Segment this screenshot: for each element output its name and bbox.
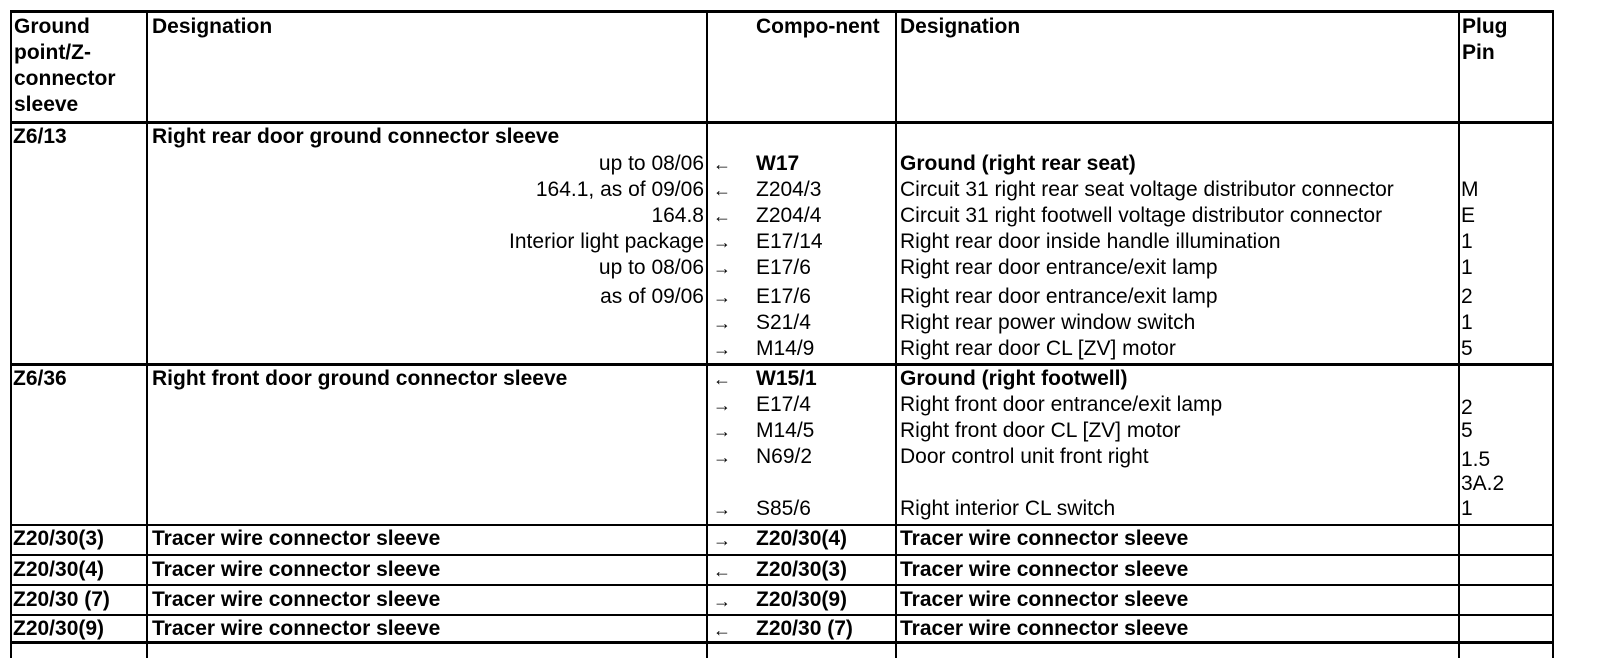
row-pin: 1 [1461,311,1473,334]
arrow-right-icon: → [713,499,731,519]
row-designation: Tracer wire connector sleeve [900,558,1189,581]
row-divider-z20-30-7 [10,584,1554,586]
row-pin: 1.5 [1461,448,1491,471]
row-designation: Circuit 31 right footwell voltage distributor connector [900,204,1383,227]
group-designation: Right front door ground connector sleeve [152,367,568,390]
arrow-left-icon: ← [713,180,731,200]
header-designation-left: Designation [152,15,273,38]
group-id: Z20/30(9) [13,617,105,640]
header-ground-point: Ground point/Z-connector sleeve [14,15,116,116]
row-designation: Right front door CL [ZV] motor [900,419,1181,442]
row-designation: Right rear power window switch [900,311,1196,334]
arrow-right-icon: → [713,447,731,467]
row-designation: Door control unit front right [900,445,1149,468]
row-pin: 2 [1461,396,1473,419]
row-designation: Tracer wire connector sleeve [900,588,1189,611]
row-component: E17/14 [756,230,823,253]
row-component: E17/6 [756,285,811,308]
row-pin: M [1461,178,1479,201]
row-component: M14/5 [756,419,815,442]
group-id: Z6/36 [13,367,67,390]
group-id: Z20/30(4) [13,558,105,581]
group-id: Z20/30 (7) [13,588,110,611]
row-component: W15/1 [756,367,817,390]
group-designation: Tracer wire connector sleeve [152,558,441,581]
row-designation: Right rear door CL [ZV] motor [900,337,1176,360]
row-condition: as of 09/06 [600,285,704,308]
row-designation: Tracer wire connector sleeve [900,617,1189,640]
arrow-right-icon: → [713,232,731,252]
group-id: Z6/13 [13,125,67,148]
arrow-left-icon: ← [713,206,731,226]
column-divider-4 [1458,10,1460,658]
row-pin-secondary: 3A.2 [1461,472,1505,495]
row-component: M14/9 [756,337,815,360]
row-designation: Right rear door entrance/exit lamp [900,256,1218,279]
row-pin: 5 [1461,419,1473,442]
row-pin: E [1461,204,1476,227]
arrow-right-icon: → [713,591,731,611]
group-id: Z20/30(3) [13,527,105,550]
row-designation: Right interior CL switch [900,497,1116,520]
row-pin: 1 [1461,256,1473,279]
row-component: S21/4 [756,311,811,334]
row-component: E17/6 [756,256,811,279]
row-designation: Right rear door inside handle illumination [900,230,1281,253]
arrow-left-icon: ← [713,561,731,581]
arrow-right-icon: → [713,339,731,359]
table-border-left [10,10,12,658]
row-designation: Circuit 31 right rear seat voltage distributor connector [900,178,1394,201]
column-divider-3 [895,10,897,658]
row-component: Z20/30(4) [756,527,848,550]
row-component: Z204/4 [756,204,822,227]
arrow-right-icon: → [713,313,731,333]
row-pin: 2 [1461,285,1473,308]
row-component: W17 [756,152,800,175]
row-designation: Tracer wire connector sleeve [900,527,1189,550]
row-designation: Ground (right footwell) [900,367,1128,390]
row-component: N69/2 [756,445,813,468]
arrow-left-icon: ← [713,154,731,174]
row-condition: Interior light package [509,230,704,253]
arrow-right-icon: → [713,421,731,441]
row-component: E17/4 [756,393,811,416]
row-pin: 1 [1461,497,1473,520]
arrow-right-icon: → [713,287,731,307]
row-pin: 1 [1461,230,1473,253]
row-condition: 164.1, as of 09/06 [535,178,704,201]
group-designation: Right rear door ground connector sleeve [152,125,560,148]
row-component: S85/6 [756,497,811,520]
arrow-right-icon: → [713,395,731,415]
ground-connector-table [10,10,1594,658]
header-component: Compo-nent [756,15,880,38]
arrow-left-icon: ← [713,369,731,389]
column-divider-2 [706,10,708,658]
arrow-left-icon: ← [713,620,731,640]
row-component: Z20/30(3) [756,558,848,581]
table-border-top [10,10,1554,13]
row-component: Z20/30 (7) [756,617,853,640]
arrow-right-icon: → [713,258,731,278]
header-plug-pin: Plug Pin [1462,15,1508,64]
group-designation: Tracer wire connector sleeve [152,527,441,550]
row-designation: Right rear door entrance/exit lamp [900,285,1218,308]
arrow-right-icon: → [713,530,731,550]
row-component: Z20/30(9) [756,588,848,611]
row-designation: Right front door entrance/exit lamp [900,393,1223,416]
header-designation-right: Designation [900,15,1021,38]
table-border-right [1552,10,1554,658]
row-divider-z20-30-4 [10,554,1554,556]
row-condition: 164.8 [651,204,704,227]
row-condition: up to 08/06 [598,256,704,279]
row-designation: Ground (right rear seat) [900,152,1136,175]
group-designation: Tracer wire connector sleeve [152,588,441,611]
row-condition: up to 08/06 [598,152,704,175]
row-pin: 5 [1461,337,1473,360]
column-divider-1 [146,10,148,658]
group-designation: Tracer wire connector sleeve [152,617,441,640]
row-component: Z204/3 [756,178,822,201]
